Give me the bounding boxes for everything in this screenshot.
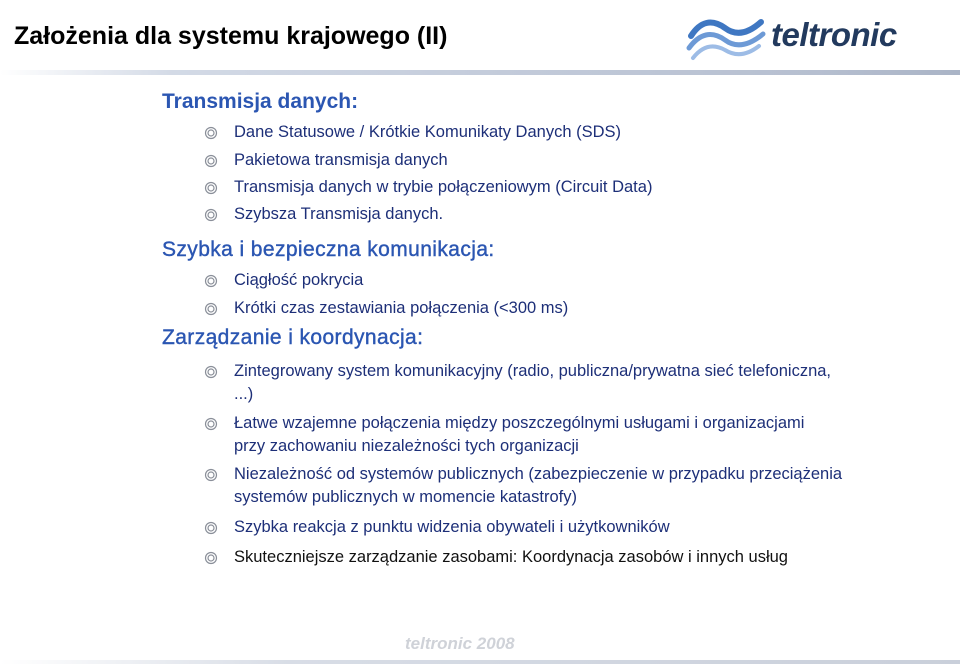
list-item: [204, 463, 924, 509]
list-item-text: Zintegrowany system komunikacyjny (radio, publiczna/prywatna sieć telefoniczna, ...): [234, 362, 832, 403]
footer-watermark: teltronic 2008: [405, 634, 515, 653]
section-heading-management: Zarządzanie i koordynacja:: [162, 326, 424, 349]
bullet-icon: [204, 126, 218, 140]
bullet-icon: [204, 208, 218, 222]
logo-text: teltronic: [771, 16, 897, 53]
list-item: [204, 412, 924, 458]
list-item-text: Szybka reakcja z punktu widzenia obywateli i użytkowników: [234, 518, 670, 536]
bullet-icon: [204, 417, 218, 431]
bullet-icon: [204, 521, 218, 535]
list-item-text: Skuteczniejsze zarządzanie zasobami: Koordynacja zasobów i innych usług: [234, 548, 788, 566]
list-item-text: Ciągłość pokrycia: [234, 271, 364, 289]
list-item-text: Transmisja danych w trybie połączeniowym (Circuit Data): [234, 178, 653, 196]
list-item-text: Pakietowa transmisja danych: [234, 151, 448, 169]
list-item: [204, 546, 924, 569]
bullet-icon: [204, 154, 218, 168]
bullet-icon: [204, 302, 218, 316]
teltronic-logo: [683, 6, 945, 68]
list-item: [204, 149, 924, 172]
title-divider: [0, 70, 960, 75]
bullet-icon: [204, 274, 218, 288]
list-item-text: Krótki czas zestawiania połączenia (<300 ms): [234, 299, 569, 317]
list-item: [204, 176, 924, 199]
list-item: [204, 360, 924, 406]
list-item-text: Łatwe wzajemne połączenia między poszczególnymi usługami i organizacjami przy zachowaniu niezależności tych organizacji: [234, 414, 805, 455]
list-item-text: Niezależność od systemów publicznych (zabezpieczenie w przypadku przeciążenia systemów publicznych w momencie katastrofy): [234, 465, 843, 506]
bullet-icon: [204, 468, 218, 482]
list-item-text: Dane Statusowe / Krótkie Komunikaty Danych (SDS): [234, 123, 622, 141]
section-heading-transmission: Transmisja danych:: [162, 90, 359, 113]
bullet-icon: [204, 365, 218, 379]
list-item: [204, 516, 924, 539]
footer-divider: [0, 660, 960, 664]
list-item: [204, 269, 924, 292]
list-item-text: Szybsza Transmisja danych.: [234, 205, 444, 223]
section-heading-secure-communication: Szybka i bezpieczna komunikacja:: [162, 238, 495, 261]
bullet-icon: [204, 181, 218, 195]
list-item: [204, 297, 924, 320]
bullet-icon: [204, 551, 218, 565]
logo-waves-icon: [683, 6, 773, 68]
list-item: [204, 121, 924, 144]
slide-title: Założenia dla systemu krajowego (II): [14, 22, 448, 50]
list-item: [204, 203, 924, 226]
